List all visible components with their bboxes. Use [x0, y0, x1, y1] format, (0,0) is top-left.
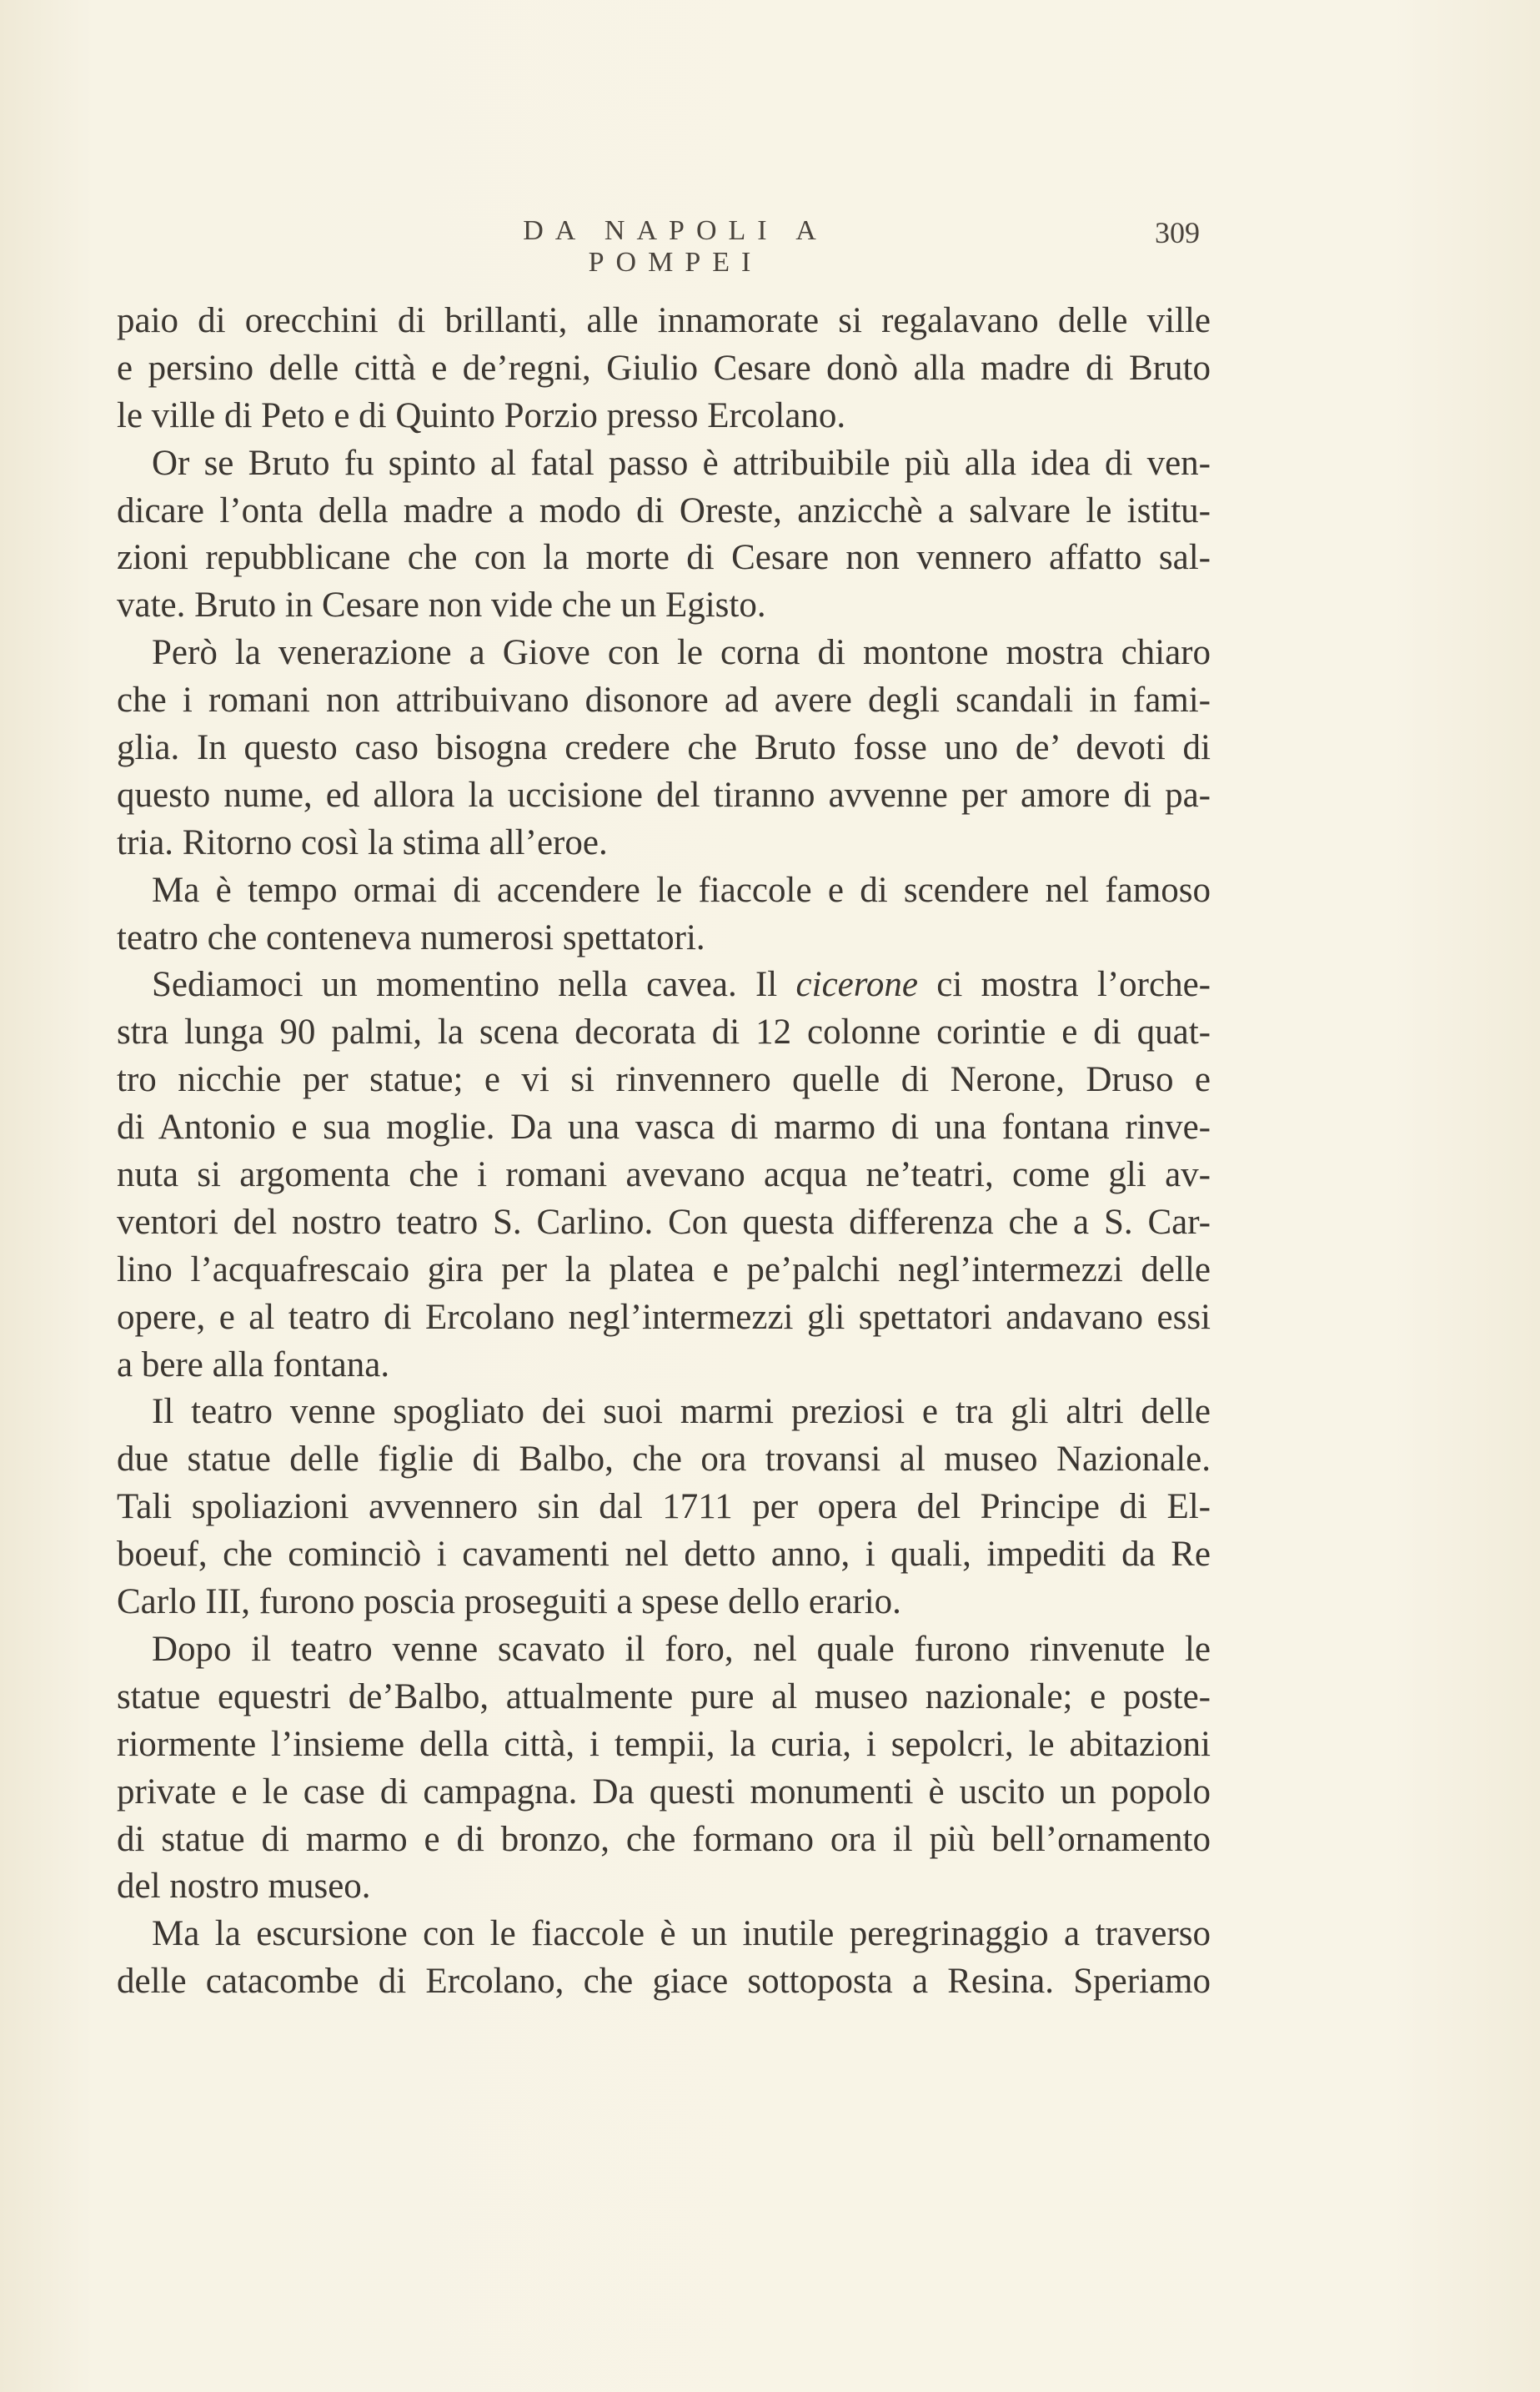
text-line: statue equestri de’Balbo, attualmente pure al museo nazionale; e poste- [117, 1676, 1211, 1716]
text-line: ventori del nostro teatro S. Carlino. Con questa differenza che a S. Car- [117, 1202, 1211, 1242]
paragraph-start-line: Però la venerazione a Giove con le corna di montone mostra chiaro [152, 633, 1211, 673]
body-text [117, 298, 1211, 2006]
text-line: riormente l’insieme della città, i tempii, la curia, i sepolcri, le abitazioni [117, 1724, 1211, 1764]
text-line: opere, e al teatro di Ercolano negl’intermezzi gli spettatori andavano essi [117, 1297, 1211, 1337]
text-line: vate. Bruto in Cesare non vide che un Egisto. [117, 585, 766, 626]
page-number: 309 [1155, 216, 1200, 249]
text-line: lino l’acquafrescaio gira per la platea e pe’palchi negl’intermezzi delle [117, 1249, 1211, 1289]
text-segment: ci mostra l’orche- [917, 965, 1211, 1005]
text-line: di Antonio e sua moglie. Da una vasca di marmo di una fontana rinve- [117, 1108, 1211, 1148]
text-line: glia. In questo caso bisogna credere che Bruto fosse uno de’ devoti di [117, 728, 1211, 768]
text-segment: Sediamoci un momentino nella cavea. Il [152, 965, 796, 1005]
paragraph-start-line: Il teatro venne spogliato dei suoi marmi preziosi e tra gli altri delle [152, 1392, 1211, 1432]
paragraph-start-line: Ma è tempo ormai di accendere le fiaccole e di scendere nel famoso [152, 870, 1211, 910]
running-title: DA NAPOLI A POMPEI [523, 215, 828, 278]
text-line: stra lunga 90 palmi, la scena decorata di 12 colonne corintie e di quat- [117, 1013, 1211, 1053]
paragraph-start-line: Dopo il teatro venne scavato il foro, nel quale furono rinvenute le [152, 1629, 1211, 1669]
text-line: delle catacombe di Ercolano, che giace sottoposta a Resina. Speriamo [117, 1962, 1211, 2002]
text-line: le ville di Peto e di Quinto Porzio presso Ercolano. [117, 395, 846, 435]
text-line: questo nume, ed allora la uccisione del tiranno avvenne per amore di pa- [117, 775, 1211, 815]
text-line: tro nicchie per statue; e vi si rinvennero quelle di Nerone, Druso e [117, 1060, 1211, 1100]
paragraph-start-line: Ma la escursione con le fiaccole è un inutile peregrinaggio a traverso [152, 1914, 1211, 1954]
paragraph-start-line: Or se Bruto fu spinto al fatal passo è attribuibile più alla idea di ven- [152, 443, 1211, 483]
text-line: dicare l’onta della madre a modo di Oreste, anzicchè a salvare le istitu- [117, 490, 1211, 530]
text-line: tria. Ritorno così la stima all’eroe. [117, 822, 608, 862]
text-line: Tali spoliazioni avvennero sin dal 1711 per opera del Principe di El- [117, 1487, 1211, 1527]
paragraph-start-line [117, 962, 1211, 1009]
italic-term: cicerone [795, 965, 918, 1005]
text-line: di statue di marmo e di bronzo, che formano ora il più bell’ornamento [117, 1819, 1211, 1859]
text-line: zioni repubblicane che con la morte di Cesare non vennero affatto sal- [117, 538, 1211, 578]
text-line: e persino delle città e de’regni, Giulio Cesare donò alla madre di Bruto [117, 348, 1211, 388]
text-line: due statue delle figlie di Balbo, che ora trovansi al museo Nazionale. [117, 1440, 1211, 1480]
text-line: teatro che conteneva numerosi spettatori. [117, 917, 705, 957]
text-line: private e le case di campagna. Da questi monumenti è uscito un popolo [117, 1771, 1211, 1812]
text-line: a bere alla fontana. [117, 1344, 390, 1384]
text-line: che i romani non attribuivano disonore ad avere degli scandali in fami- [117, 681, 1211, 721]
text-line: boeuf, che cominciò i cavamenti nel detto anno, i quali, impediti da Re [117, 1535, 1211, 1575]
text-line: Carlo III, furono poscia proseguiti a spese dello erario. [117, 1582, 901, 1622]
text-line: paio di orecchini di brillanti, alle innamorate si regalavano delle ville [117, 301, 1211, 340]
text-line: nuta si argomenta che i romani avevano acqua ne’teatri, come gli av- [117, 1155, 1211, 1195]
text-line: del nostro museo. [117, 1867, 371, 1907]
